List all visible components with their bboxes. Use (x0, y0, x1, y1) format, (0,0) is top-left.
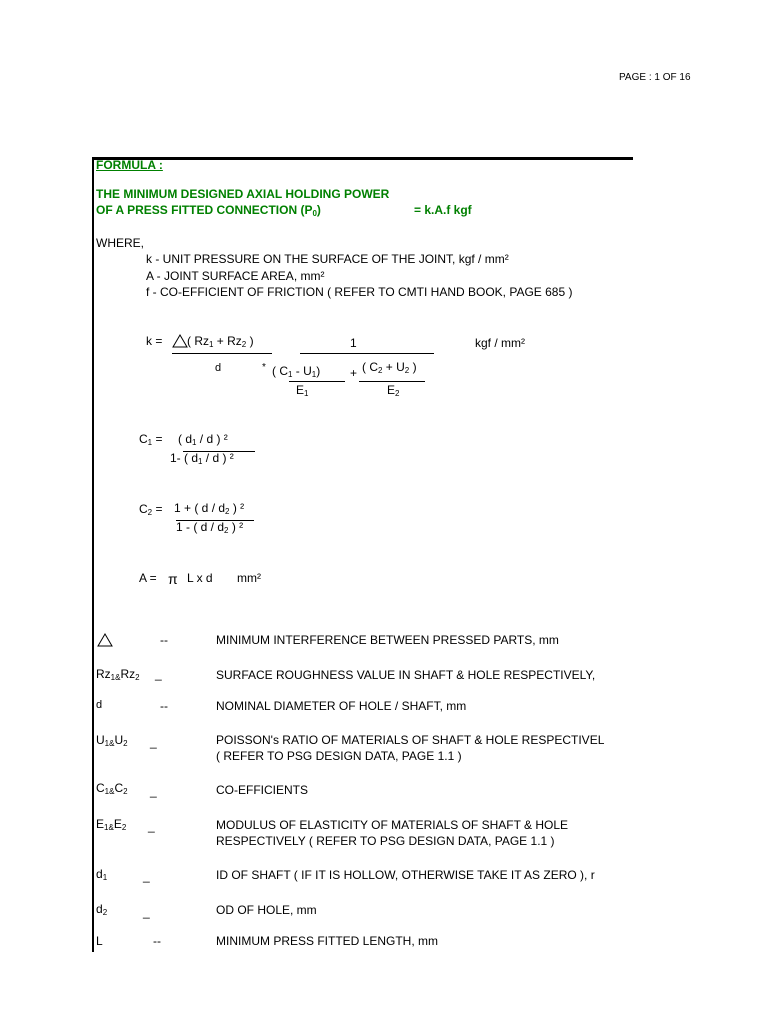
k-eq-den-c2: ( $C_2 + U_2$ ) (362, 360, 417, 375)
delta-symbol-icon (97, 633, 113, 647)
k-eq-fraction-line-2 (300, 353, 434, 354)
c2-eq-lhs: $C_2$ = (139, 502, 163, 517)
def-u-dash: _ (150, 735, 157, 749)
where-a: A - JOINT SURFACE AREA, mm² (146, 269, 325, 283)
def-c-symbol: $C_{1\&}C_2$ (96, 781, 128, 796)
def-rz-symbol: $Rz_{1\&}Rz_2$ (96, 667, 140, 682)
k-eq-numerator: ( $Rz_1 + Rz_2$ ) (187, 334, 254, 349)
delta-icon (172, 334, 188, 348)
def-c-dash: _ (150, 784, 157, 798)
def-d1-dash: _ (143, 869, 150, 883)
where-f: f - CO-EFFICIENT OF FRICTION ( REFER TO CMTI HAND BOOK, PAGE 685 ) (146, 285, 573, 299)
c2-eq-numerator: 1 + ( d / $d_2$ ) ² (174, 501, 245, 516)
def-rz-dash: _ (155, 667, 162, 681)
def-d-dash: -- (160, 699, 168, 713)
def-delta-desc: MINIMUM INTERFERENCE BETWEEN PRESSED PARTS, mm (216, 633, 559, 647)
def-u-desc: POISSON's RATIO OF MATERIALS OF SHAFT & HOLE RESPECTIVEL (216, 733, 605, 747)
def-u-desc-2: ( REFER TO PSG DESIGN DATA, PAGE 1.1 ) (216, 749, 462, 763)
def-e-symbol: $E_{1\&}E_2$ (96, 817, 127, 832)
a-eq-lhs: A = (139, 571, 157, 585)
def-d2-desc: OD OF HOLE, mm (216, 903, 317, 917)
formula-line-2: OF A PRESS FITTED CONNECTION $(P_0)$ (96, 203, 321, 218)
k-eq-e1-line (289, 381, 345, 382)
formula-line-1: THE MINIMUM DESIGNED AXIAL HOLDING POWER (96, 187, 390, 201)
def-e-desc-2: RESPECTIVELY ( REFER TO PSG DESIGN DATA, PAGE 1.1 ) (216, 834, 555, 848)
c1-eq-denominator: 1- ( $d_1$ / d ) ² (170, 451, 234, 466)
def-d1-desc: ID OF SHAFT ( IF IT IS HOLLOW, OTHERWISE TAKE IT AS ZERO ), r (216, 868, 595, 882)
k-eq-unit: kgf / mm² (475, 336, 525, 350)
sheet-top-border (92, 157, 633, 160)
k-eq-lhs: k = (146, 334, 163, 348)
k-eq-den-plus: + (350, 366, 358, 380)
k-eq-den-d: d (215, 362, 222, 374)
c1-eq-numerator: ( $d_1$ / d ) ² (178, 432, 228, 447)
def-d1-symbol: $d_1$ (96, 867, 108, 882)
def-d-symbol: d (96, 699, 103, 711)
k-eq-e2-line (359, 381, 425, 382)
k-eq-one: 1 (350, 336, 357, 350)
k-eq-e1: $E_1$ (296, 383, 309, 398)
k-eq-e2: $E_2$ (387, 383, 400, 398)
def-l-dash: -- (153, 934, 161, 948)
c1-eq-lhs: $C_1$ = (139, 432, 163, 447)
def-d-desc: NOMINAL DIAMETER OF HOLE / SHAFT, mm (216, 699, 467, 713)
where-heading: WHERE, (96, 236, 144, 250)
def-e-desc: MODULUS OF ELASTICITY OF MATERIALS OF SHAFT & HOLE (216, 818, 569, 832)
c2-eq-denominator: 1 - ( d / $d_2$ ) ² (176, 520, 244, 535)
k-eq-fraction-line-1 (172, 353, 272, 354)
def-l-desc: MINIMUM PRESS FITTED LENGTH, mm (216, 934, 438, 948)
def-e-dash: _ (148, 819, 155, 833)
def-delta-dash: -- (160, 633, 168, 647)
a-eq-unit: mm² (237, 571, 261, 585)
k-eq-den-mult: * (262, 362, 266, 373)
def-rz-desc: SURFACE ROUGHNESS VALUE IN SHAFT & HOLE RESPECTIVELY, (216, 668, 596, 682)
def-u-symbol: $U_{1\&}U_2$ (96, 733, 128, 748)
def-d2-symbol: $d_2$ (96, 902, 108, 917)
def-l-symbol: L (96, 934, 103, 948)
formula-equals: = k.A.f kgf (414, 203, 472, 217)
sheet-left-border (92, 157, 94, 952)
def-c-desc: CO-EFFICIENTS (216, 783, 308, 797)
k-eq-den-c1: ( $C_1 - U_1$) (272, 364, 321, 379)
formula-heading: FORMULA : (96, 158, 163, 172)
pi-icon: π (168, 571, 178, 587)
a-eq-rhs: L x d (187, 571, 213, 585)
page-number: PAGE : 1 OF 16 (619, 72, 691, 83)
where-k: k - UNIT PRESSURE ON THE SURFACE OF THE JOINT, kgf / mm² (146, 252, 509, 266)
def-d2-dash: _ (143, 905, 150, 919)
